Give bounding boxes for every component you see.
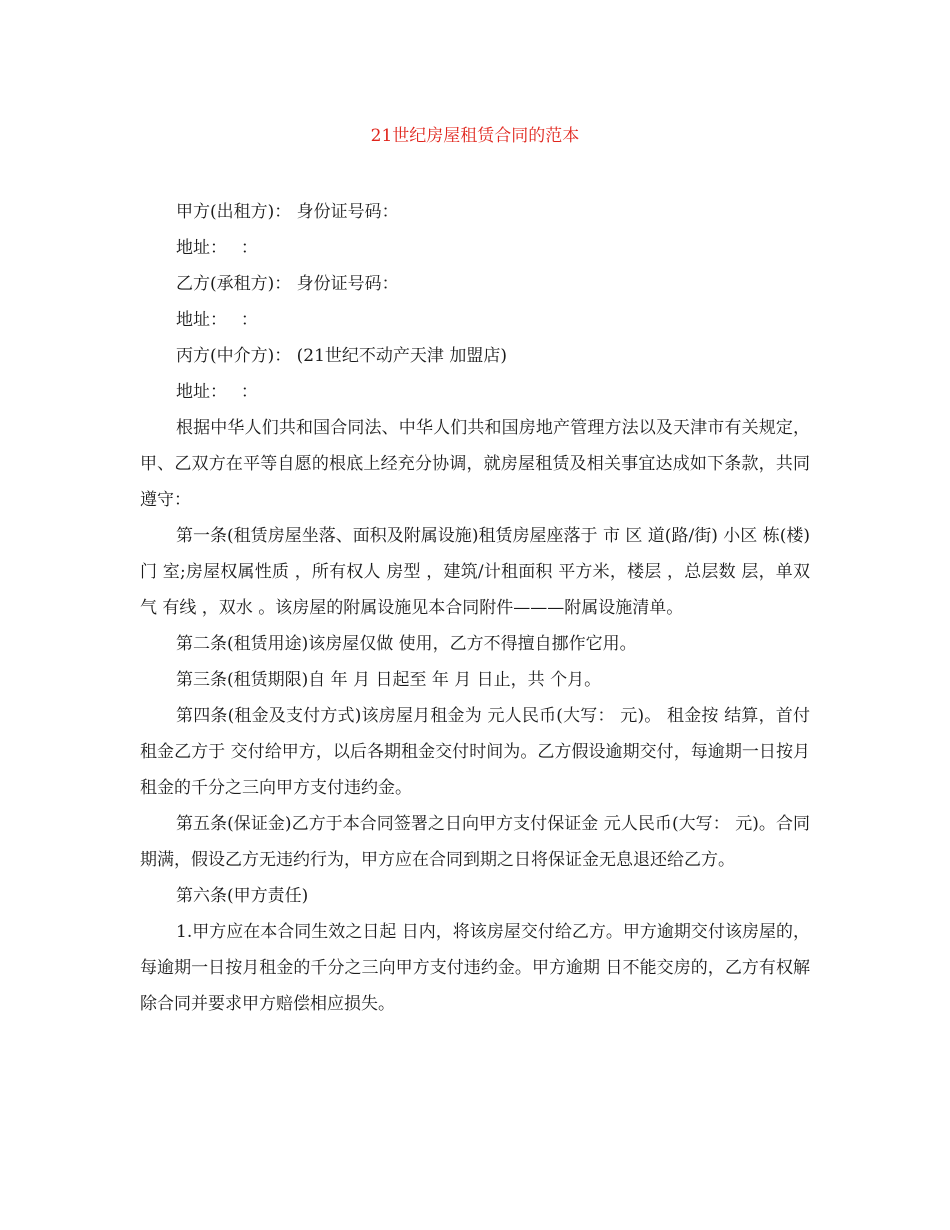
preamble-paragraph: 根据中华人们共和国合同法、中华人们共和国房地产管理方法以及天津市有关规定，甲、乙双方在平等自愿的根底上经充分协调，就房屋租赁及相关事宜达成如下条款，共同遵守：: [140, 418, 810, 510]
document-body: [140, 194, 810, 1022]
article-1-paragraph: 第一条(租赁房屋坐落、面积及附属设施)租赁房屋座落于 市 区 道(路/街) 小区 栋(楼) 门 室;房屋权属性质 ，所有权人 房型 ，建筑/计租面积 平方米，楼层 ，总层数 层，单双气 有线 ，双水 。该房屋的附属设施见本合同附件———附属设施清单。: [140, 526, 810, 618]
article-3-paragraph: 第三条(租赁期限)自 年 月 日起至 年 月 日止，共 个月。: [176, 670, 602, 690]
article-2-paragraph: 第二条(租赁用途)该房屋仅做 使用，乙方不得擅自挪作它用。: [176, 634, 637, 654]
article-6-clause-1: 1.甲方应在本合同生效之日起 日内，将该房屋交付给乙方。甲方逾期交付该房屋的，每逾期一日按月租金的千分之三向甲方支付违约金。甲方逾期 日不能交房的，乙方有权解除合同并要求甲方赔偿相应损失。: [140, 922, 810, 1014]
party-b-address: 地址： ：: [176, 310, 258, 330]
article-6-heading: 第六条(甲方责任): [176, 886, 309, 906]
party-c-line: 丙方(中介方)： (21世纪不动产天津 加盟店): [176, 346, 507, 366]
article-4-paragraph: 第四条(租金及支付方式)该房屋月租金为 元人民币(大写： 元)。 租金按 结算，首付租金乙方于 交付给甲方，以后各期租金交付时间为。乙方假设逾期交付，每逾期一日按月租金的千分之三向甲方支付违约金。: [140, 706, 810, 798]
article-5-paragraph: 第五条(保证金)乙方于本合同签署之日向甲方支付保证金 元人民币(大写： 元)。合同期满，假设乙方无违约行为，甲方应在合同到期之日将保证金无息退还给乙方。: [140, 814, 810, 870]
party-a-line: 甲方(出租方)： 身份证号码：: [176, 202, 399, 222]
party-b-line: 乙方(承租方)： 身份证号码：: [176, 274, 399, 294]
party-c-address: 地址： ：: [176, 382, 258, 402]
document-title: 21世纪房屋租赁合同的范本: [370, 126, 580, 146]
party-a-address: 地址： ：: [176, 238, 258, 258]
